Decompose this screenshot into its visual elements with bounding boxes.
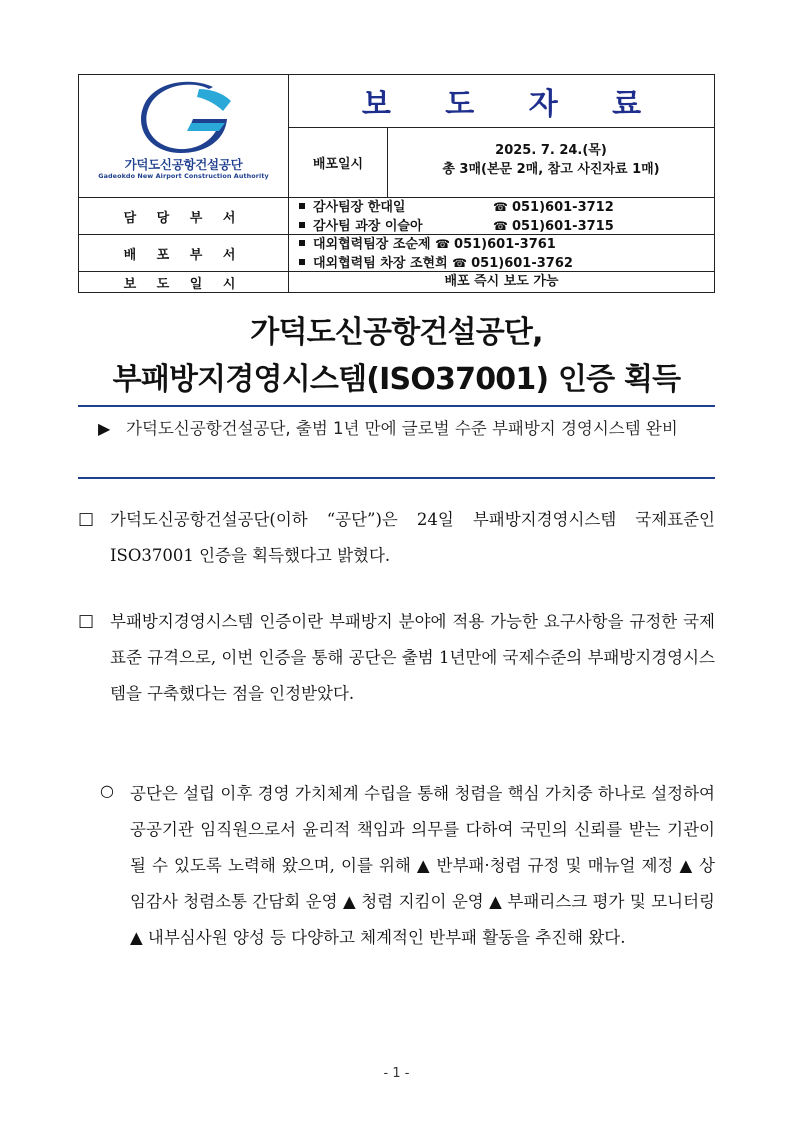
logo-cell (79, 75, 288, 197)
table-divider (79, 234, 715, 235)
contact-phone: 051)601-3712 (511, 200, 614, 215)
square-bullet-icon: □ (78, 611, 95, 631)
contact-name: 대외협력팀장 조순제 (313, 237, 431, 252)
distribution-date-label: 배포일시 (312, 157, 364, 172)
contact-dept-label: 담 당 부 서 (123, 210, 244, 226)
bullet-icon (299, 203, 305, 209)
distribution-dept-list (289, 235, 714, 271)
table-divider (79, 271, 715, 272)
release-time-label: 보 도 일 시 (123, 276, 244, 292)
contact-dept-list (289, 198, 714, 234)
page-number: - 1 - (383, 1066, 410, 1081)
phone-icon: ☎ (435, 237, 451, 251)
table-divider (79, 197, 715, 198)
contact-phone: 051)601-3761 (454, 237, 556, 252)
phone-icon: ☎ (493, 200, 508, 214)
press-release-title (289, 75, 714, 127)
press-release-header-table (78, 74, 715, 293)
distribution-date: 2025. 7. 24.(목) (495, 143, 607, 158)
distribution-dept-label: 배 포 부 서 (123, 247, 244, 263)
contact-row (299, 198, 714, 217)
headline (78, 309, 715, 403)
subheading-text: 가덕도신공항건설공단, 출범 1년 만에 글로벌 수준 부패방지 경영시스템 완비 (126, 419, 678, 438)
release-time-value: 배포 즉시 보도 가능 (444, 274, 559, 289)
contact-name: 감사팀 과장 이슬아 (313, 219, 423, 234)
square-bullet-icon: □ (78, 509, 95, 529)
headline-line-1: 가덕도신공항건설공단, (250, 315, 543, 350)
body-paragraph-3: 공단은 설립 이후 경영 가치체계 수립을 통해 청렴을 핵심 가치중 하나로 설정하여 공공기관 임직원으로서 윤리적 책임과 의무를 다하여 국민의 신뢰를 받는 기관이 될 수 있도록 노력해 왔으며, 이를 위해 ▲ 반부패·청렴 규정 및 매뉴얼 제정 ▲ 상임감사 청렴소통 간담회 운영 ▲ 청렴 지킴이 운영 ▲ 부패리스크 평가 및 모니터링 ▲ 내부심사원 양성 등 다양하고 체계적인 반부패 활동을 추진해 왔다. (130, 784, 715, 947)
phone-icon: ☎ (493, 219, 508, 233)
distribution-page-count: 총 3매(본문 2매, 참고 사진자료 1매) (442, 162, 660, 177)
circle-bullet-icon: ○ (100, 781, 114, 800)
table-divider (387, 128, 388, 197)
contact-phone: 051)601-3762 (471, 256, 573, 271)
contact-name: 감사팀장 한대일 (313, 200, 406, 215)
subheading-box (78, 405, 715, 479)
org-name-korean: 가덕도신공항건설공단 (124, 157, 243, 172)
body-paragraph-1: 가덕도신공항건설공단(이하 “공단”)은 24일 부패방지경영시스템 국제표준인 ISO37001 인증을 획득했다고 밝혔다. (110, 510, 715, 565)
bullet-icon (299, 259, 305, 265)
bullet-icon (299, 240, 305, 246)
org-name-english: Gadeokdo New Airport Construction Authority (98, 172, 269, 180)
phone-icon: ☎ (452, 256, 468, 270)
headline-line-2: 부패방지경영시스템(ISO37001) 인증 획득 (112, 362, 681, 397)
contact-phone: 051)601-3715 (511, 219, 614, 234)
doc-type-text: 보 도 자 료 (361, 87, 664, 122)
distribution-date-value (388, 128, 714, 197)
table-divider (288, 75, 289, 292)
arrow-icon: ▶ (98, 419, 111, 438)
table-divider (288, 127, 715, 128)
contact-row (299, 235, 714, 254)
bullet-icon (299, 222, 305, 228)
authority-logo-icon (139, 81, 235, 153)
body-paragraph-2: 부패방지경영시스템 인증이란 부패방지 분야에 적용 가능한 요구사항을 규정한 국제표준 규격으로, 이번 인증을 통해 공단은 출범 1년만에 국제수준의 부패방지경영시스템을 구축했다는 점을 인정받았다. (110, 612, 715, 703)
contact-name: 대외협력팀 차장 조현희 (313, 256, 448, 271)
